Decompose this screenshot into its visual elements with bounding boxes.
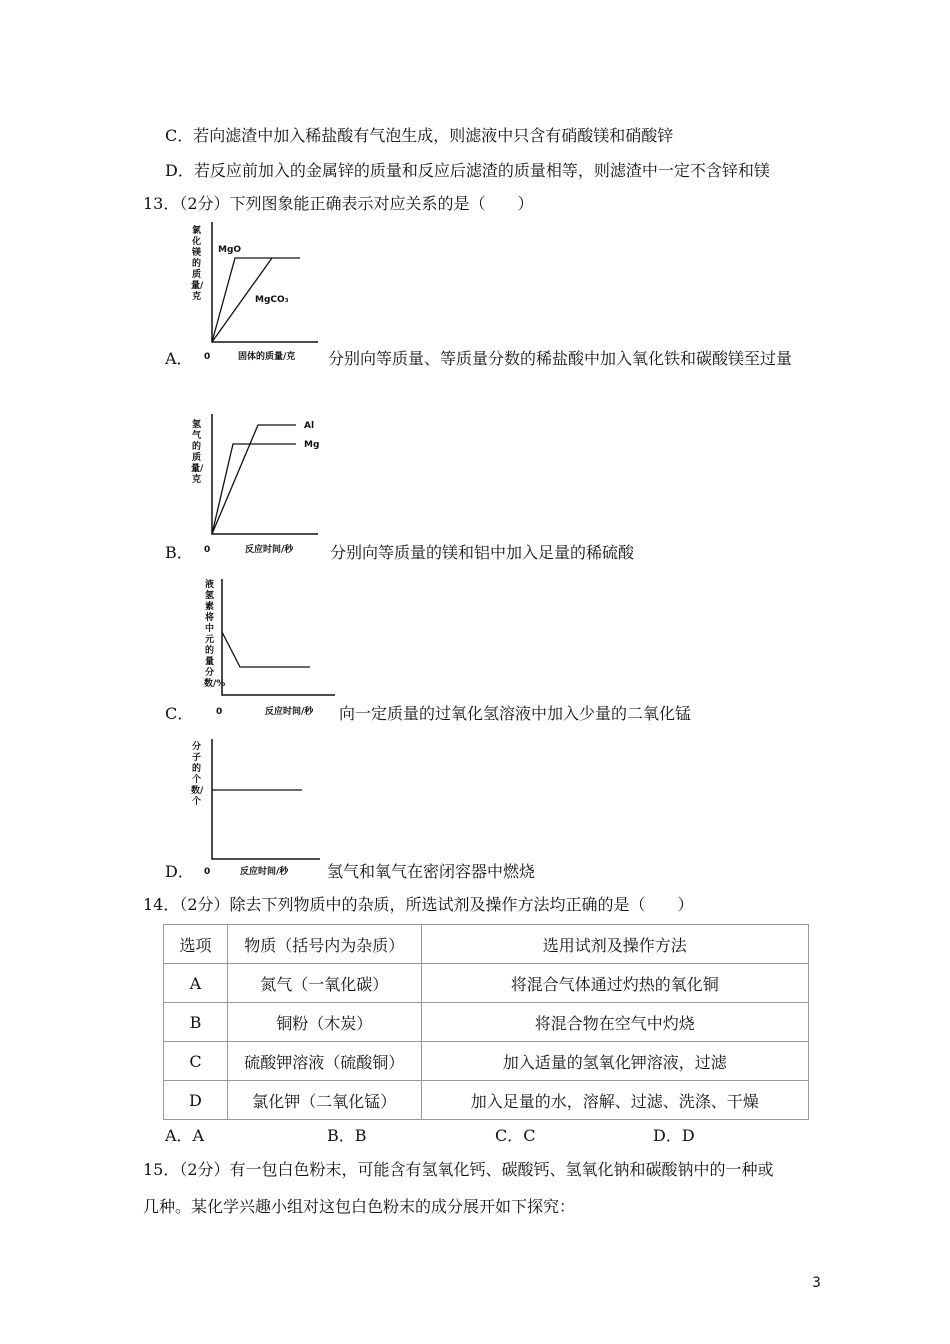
graph-c-xlabel: 反应时间/秒 (265, 707, 314, 717)
graph-b-origin: 0 (204, 545, 211, 555)
graph-d-description: 氢气和氧气在密闭容器中燃烧 (327, 862, 536, 881)
q15-line1: 15．（2分）有一包白色粉末，可能含有氢氧化钙、碳酸钙、氢氧化钠和碳酸钠中的一种或 (143, 1160, 774, 1179)
graph-a (200, 220, 330, 360)
table-header-row (164, 925, 809, 964)
table-header: 选用试剂及操作方法 (421, 925, 808, 964)
graph-a-description: 分别向等质量、等质量分数的稀盐酸中加入氧化铁和碳酸镁至过量 (328, 349, 793, 368)
q14-stem: 14．（2分）除去下列物质中的杂质，所选试剂及操作方法均正确的是（ ） (143, 895, 694, 914)
table-cell: 加入足量的水，溶解、过滤、洗涤、干燥 (421, 1081, 808, 1120)
graph-d-xlabel: 反应时间/秒 (240, 867, 289, 877)
graph-a-xlabel: 固体的质量/克 (238, 352, 296, 362)
graph-d (200, 737, 340, 877)
table-cell: 铜粉（木炭） (227, 1003, 421, 1042)
q14-answer-c: C．C (495, 1126, 536, 1145)
graph-a-series2-label: MgCO₃ (255, 295, 289, 305)
q14-table (163, 924, 809, 1120)
table-row (164, 1003, 809, 1042)
table-cell: C (164, 1042, 228, 1081)
graph-d-letter: D． (165, 862, 194, 881)
q13-stem: 13．（2分）下列图象能正确表示对应关系的是（ ） (143, 194, 534, 213)
q12-option-d: D．若反应前加入的金属锌的质量和反应后滤渣的质量相等，则滤渣中一定不含锌和镁 (165, 161, 770, 180)
q12-option-c: C．若向滤渣中加入稀盐酸有气泡生成，则滤液中只含有硝酸镁和硝酸锌 (165, 126, 674, 145)
graph-c (210, 577, 345, 717)
table-cell: 将混合物在空气中灼烧 (421, 1003, 808, 1042)
page-number: 3 (812, 1275, 821, 1291)
graph-c-ylabel: 液氢素将中元的量分数/% (204, 580, 226, 689)
q14-answer-b: B．B (327, 1126, 367, 1145)
q15-line2: 几种。某化学兴趣小组对这包白色粉末的成分展开如下探究： (143, 1197, 576, 1216)
table-row (164, 1081, 809, 1120)
table-row (164, 964, 809, 1003)
table-header: 物质（括号内为杂质） (227, 925, 421, 964)
graph-a-ylabel: 氯化镁的质量/克 (191, 226, 204, 302)
table-header: 选项 (164, 925, 228, 964)
graph-a-series1-label: MgO (218, 245, 242, 255)
table-cell: D (164, 1081, 228, 1120)
graph-c-description: 向一定质量的过氧化氢溶液中加入少量的二氧化锰 (339, 704, 692, 723)
graph-b-series2-label: Mg (304, 440, 320, 450)
table-cell: 硫酸钾溶液（硫酸铜） (227, 1042, 421, 1081)
graph-b-description: 分别向等质量的镁和铝中加入足量的稀硫酸 (330, 543, 635, 562)
table-cell: 氯化钾（二氧化锰） (227, 1081, 421, 1120)
graph-a-origin: 0 (204, 352, 211, 362)
table-row (164, 1042, 809, 1081)
graph-b-letter: B． (165, 543, 193, 562)
graph-b-ylabel: 氢气的质量/克 (191, 420, 204, 485)
graph-b (200, 412, 330, 557)
table-cell: 加入适量的氢氧化钾溶液，过滤 (421, 1042, 808, 1081)
q14-answer-d: D．D (653, 1126, 695, 1145)
graph-d-origin: 0 (204, 867, 211, 877)
q14-answer-a: A．A (165, 1126, 205, 1145)
graph-c-letter: C． (165, 704, 194, 723)
graph-c-origin: 0 (216, 707, 223, 717)
graph-a-letter: A． (165, 349, 193, 368)
table-cell: B (164, 1003, 228, 1042)
table-cell: 将混合气体通过灼热的氧化铜 (421, 964, 808, 1003)
graph-d-ylabel: 分子的个数/个 (191, 742, 204, 807)
graph-b-xlabel: 反应时间/秒 (245, 545, 294, 555)
table-cell: 氮气（一氧化碳） (227, 964, 421, 1003)
table-cell: A (164, 964, 228, 1003)
graph-b-series1-label: Al (304, 421, 315, 431)
